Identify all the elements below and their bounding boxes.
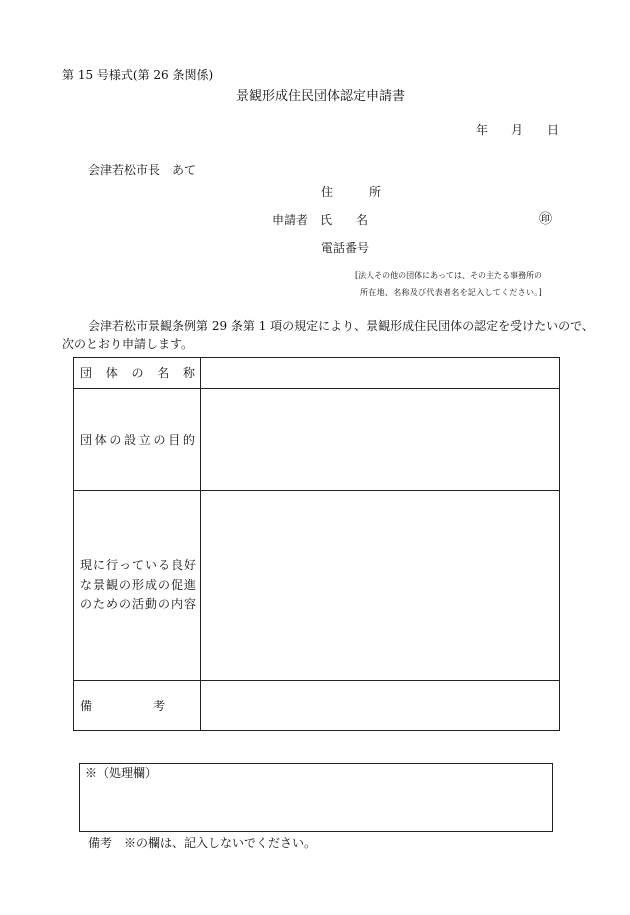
table-row-purpose (74, 389, 560, 491)
form-number: 第 15 号様式(第 26 条関係) (62, 68, 214, 82)
name-label: 氏 名 (320, 213, 369, 227)
intro-text-line-2: 次のとおり申請します。 (62, 337, 194, 351)
date-month-label: 月 (511, 123, 524, 137)
group-name-label-cell (74, 358, 209, 389)
remarks-field (201, 681, 560, 731)
intro-text-line-1: 会津若松市景観条例第 29 条第 1 項の規定により、景観形成住民団体の認定を受けたいので、 (88, 319, 594, 333)
group-name-label: 団体の名称 (80, 366, 209, 380)
purpose-label-cell (74, 389, 201, 491)
corporate-note-line-2: 所在地、名称及び代表者名を記入してください。] (360, 288, 543, 297)
purpose-label: 団体の設立の目的 (80, 432, 198, 447)
purpose-field (201, 389, 560, 491)
table-row-group-name (74, 358, 560, 389)
application-table (73, 357, 560, 731)
activities-label-line-3: のための活動の内容 (80, 597, 198, 612)
table-row-activities (74, 491, 560, 681)
footer-note: 備考 ※の欄は、記入しないでください。 (88, 836, 317, 850)
activities-label (80, 556, 200, 615)
table-row-remarks (74, 681, 560, 731)
date-year-label: 年 (476, 123, 489, 137)
addressee: 会津若松市長 あて (88, 163, 197, 177)
date-day-label: 日 (547, 123, 560, 137)
address-label: 住 所 (321, 185, 386, 199)
processing-box (79, 763, 553, 832)
group-name-field (201, 358, 560, 389)
activities-label-cell (74, 491, 201, 681)
remarks-label: 備考 (80, 698, 227, 713)
phone-label: 電話番号 (321, 241, 370, 255)
corporate-note-line-1: [法人その他の団体にあっては、その主たる事務所の (355, 271, 543, 280)
form-title: 景観形成住民団体認定申請書 (236, 89, 406, 104)
seal-mark: ㊞ (539, 212, 553, 227)
processing-box-label: ※（処理欄） (85, 766, 158, 780)
activities-label-line-1: 現に行っている良好 (80, 558, 198, 573)
applicant-label: 申請者 (272, 213, 309, 227)
remarks-label-cell (74, 681, 227, 731)
activities-label-line-2: な景観の形成の促進 (80, 577, 198, 592)
activities-field (201, 491, 560, 681)
